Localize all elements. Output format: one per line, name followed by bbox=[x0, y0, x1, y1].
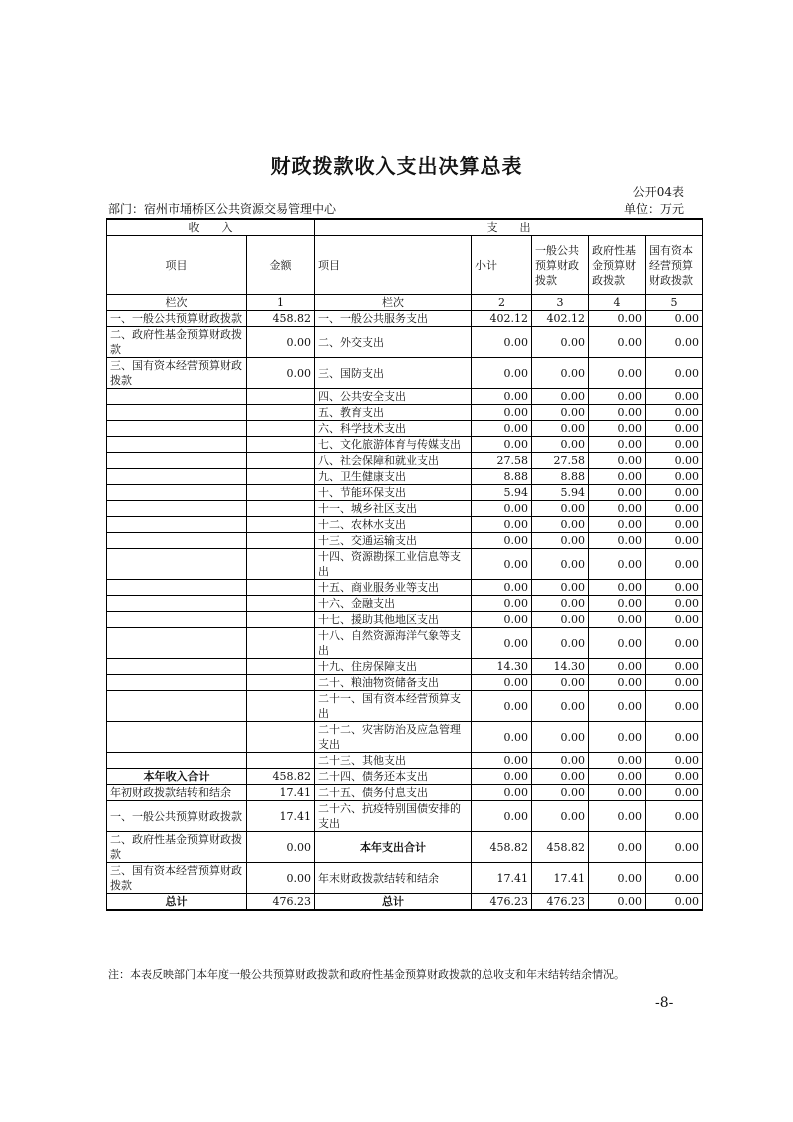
state-capital: 0.00 bbox=[646, 358, 703, 389]
fund-budget: 0.00 bbox=[589, 533, 646, 549]
table-row bbox=[107, 785, 703, 801]
state-capital: 0.00 bbox=[646, 769, 703, 785]
general-budget: 0.00 bbox=[532, 517, 589, 533]
general-budget: 0.00 bbox=[532, 405, 589, 421]
table-row bbox=[107, 517, 703, 533]
col-index-3: 3 bbox=[532, 295, 589, 311]
expense-item: 二十六、抗疫特别国债安排的支出 bbox=[315, 801, 472, 832]
expense-header: 支 出 bbox=[315, 219, 703, 236]
fund-budget: 0.00 bbox=[589, 691, 646, 722]
general-budget: 0.00 bbox=[532, 675, 589, 691]
table-row bbox=[107, 358, 703, 389]
subtotal: 0.00 bbox=[472, 596, 532, 612]
expense-item: 十七、援助其他地区支出 bbox=[315, 612, 472, 628]
table-row bbox=[107, 659, 703, 675]
fund-budget: 0.00 bbox=[589, 501, 646, 517]
subtotal: 8.88 bbox=[472, 469, 532, 485]
income-item bbox=[107, 580, 247, 596]
income-item bbox=[107, 612, 247, 628]
fund-budget: 0.00 bbox=[589, 469, 646, 485]
income-item bbox=[107, 405, 247, 421]
table-row bbox=[107, 801, 703, 832]
table-row bbox=[107, 691, 703, 722]
income-amount bbox=[247, 691, 315, 722]
income-amount bbox=[247, 596, 315, 612]
general-budget: 0.00 bbox=[532, 580, 589, 596]
income-item: 二、政府性基金预算财政拨款 bbox=[107, 832, 247, 863]
table-row bbox=[107, 501, 703, 517]
general-budget: 0.00 bbox=[532, 421, 589, 437]
form-number: 公开04表 bbox=[632, 185, 684, 199]
state-capital: 0.00 bbox=[646, 596, 703, 612]
general-budget: 402.12 bbox=[532, 311, 589, 327]
income-item: 一、一般公共预算财政拨款 bbox=[107, 801, 247, 832]
income-amount: 458.82 bbox=[247, 769, 315, 785]
income-item bbox=[107, 501, 247, 517]
table-row bbox=[107, 753, 703, 769]
subtotal: 0.00 bbox=[472, 785, 532, 801]
fund-budget: 0.00 bbox=[589, 863, 646, 894]
state-capital: 0.00 bbox=[646, 753, 703, 769]
income-item bbox=[107, 437, 247, 453]
fund-budget: 0.00 bbox=[589, 659, 646, 675]
col-index-2: 2 bbox=[472, 295, 532, 311]
expense-item: 二十三、其他支出 bbox=[315, 753, 472, 769]
col-income-item: 项目 bbox=[107, 236, 247, 295]
fund-budget: 0.00 bbox=[589, 437, 646, 453]
income-item: 三、国有资本经营预算财政拨款 bbox=[107, 863, 247, 894]
expense-item: 八、社会保障和就业支出 bbox=[315, 453, 472, 469]
col-state-capital: 国有资本经营预算财政拨款 bbox=[646, 236, 703, 295]
col-expense-item: 项目 bbox=[315, 236, 472, 295]
fund-budget: 0.00 bbox=[589, 405, 646, 421]
expense-item: 二十一、国有资本经营预算支出 bbox=[315, 691, 472, 722]
subtotal: 17.41 bbox=[472, 863, 532, 894]
page-number: -8- bbox=[655, 995, 674, 1011]
col-subtotal: 小计 bbox=[472, 236, 532, 295]
fund-budget: 0.00 bbox=[589, 327, 646, 358]
table-row bbox=[107, 533, 703, 549]
table-row bbox=[107, 722, 703, 753]
general-budget: 8.88 bbox=[532, 469, 589, 485]
general-budget: 0.00 bbox=[532, 533, 589, 549]
state-capital: 0.00 bbox=[646, 832, 703, 863]
subtotal: 476.23 bbox=[472, 894, 532, 911]
fund-budget: 0.00 bbox=[589, 580, 646, 596]
subtotal: 0.00 bbox=[472, 753, 532, 769]
income-item bbox=[107, 691, 247, 722]
general-budget: 17.41 bbox=[532, 863, 589, 894]
general-budget: 458.82 bbox=[532, 832, 589, 863]
state-capital: 0.00 bbox=[646, 628, 703, 659]
general-budget: 0.00 bbox=[532, 628, 589, 659]
fund-budget: 0.00 bbox=[589, 453, 646, 469]
income-amount bbox=[247, 453, 315, 469]
expense-item: 六、科学技术支出 bbox=[315, 421, 472, 437]
state-capital: 0.00 bbox=[646, 533, 703, 549]
state-capital: 0.00 bbox=[646, 421, 703, 437]
income-item bbox=[107, 628, 247, 659]
state-capital: 0.00 bbox=[646, 389, 703, 405]
state-capital: 0.00 bbox=[646, 405, 703, 421]
expense-item: 十三、交通运输支出 bbox=[315, 533, 472, 549]
subtotal: 0.00 bbox=[472, 501, 532, 517]
income-item bbox=[107, 469, 247, 485]
fund-budget: 0.00 bbox=[589, 628, 646, 659]
state-capital: 0.00 bbox=[646, 801, 703, 832]
subtotal: 0.00 bbox=[472, 421, 532, 437]
department-label: 部门：宿州市埇桥区公共资源交易管理中心 bbox=[108, 202, 337, 216]
unit-label: 单位：万元 bbox=[623, 202, 684, 216]
expense-item: 十四、资源勘探工业信息等支出 bbox=[315, 549, 472, 580]
income-amount bbox=[247, 612, 315, 628]
state-capital: 0.00 bbox=[646, 691, 703, 722]
fund-budget: 0.00 bbox=[589, 358, 646, 389]
expense-item: 九、卫生健康支出 bbox=[315, 469, 472, 485]
expense-item: 十六、金融支出 bbox=[315, 596, 472, 612]
income-amount bbox=[247, 405, 315, 421]
table-row bbox=[107, 549, 703, 580]
expense-item: 十八、自然资源海洋气象等支出 bbox=[315, 628, 472, 659]
income-header: 收 入 bbox=[107, 219, 315, 236]
row-label: 栏次 bbox=[107, 295, 247, 311]
general-budget: 5.94 bbox=[532, 485, 589, 501]
subtotal: 5.94 bbox=[472, 485, 532, 501]
expense-item: 四、公共安全支出 bbox=[315, 389, 472, 405]
subtotal: 14.30 bbox=[472, 659, 532, 675]
income-item bbox=[107, 389, 247, 405]
expense-item: 十九、住房保障支出 bbox=[315, 659, 472, 675]
header-row-columns bbox=[107, 236, 703, 295]
table-title: 财政拨款收入支出决算总表 bbox=[270, 154, 523, 178]
fund-budget: 0.00 bbox=[589, 612, 646, 628]
income-item: 三、国有资本经营预算财政拨款 bbox=[107, 358, 247, 389]
subtotal: 0.00 bbox=[472, 533, 532, 549]
state-capital: 0.00 bbox=[646, 722, 703, 753]
income-item bbox=[107, 421, 247, 437]
footnote: 注：本表反映部门本年度一般公共预算财政拨款和政府性基金预算财政拨款的总收支和年末结转结余情况。 bbox=[108, 968, 625, 981]
state-capital: 0.00 bbox=[646, 485, 703, 501]
state-capital: 0.00 bbox=[646, 863, 703, 894]
income-amount: 458.82 bbox=[247, 311, 315, 327]
income-amount: 0.00 bbox=[247, 327, 315, 358]
subtotal: 0.00 bbox=[472, 769, 532, 785]
table-row bbox=[107, 628, 703, 659]
subtotal: 0.00 bbox=[472, 437, 532, 453]
fund-budget: 0.00 bbox=[589, 311, 646, 327]
income-item bbox=[107, 517, 247, 533]
fund-budget: 0.00 bbox=[589, 421, 646, 437]
income-item: 二、政府性基金预算财政拨款 bbox=[107, 327, 247, 358]
general-budget: 0.00 bbox=[532, 549, 589, 580]
state-capital: 0.00 bbox=[646, 311, 703, 327]
subtotal: 458.82 bbox=[472, 832, 532, 863]
subtotal: 0.00 bbox=[472, 405, 532, 421]
subtotal: 0.00 bbox=[472, 722, 532, 753]
income-amount bbox=[247, 580, 315, 596]
general-budget: 0.00 bbox=[532, 753, 589, 769]
state-capital: 0.00 bbox=[646, 517, 703, 533]
expense-item: 二十二、灾害防治及应急管理支出 bbox=[315, 722, 472, 753]
fund-budget: 0.00 bbox=[589, 596, 646, 612]
income-amount: 17.41 bbox=[247, 785, 315, 801]
col-income-amount: 金额 bbox=[247, 236, 315, 295]
col-fund-budget: 政府性基金预算财政拨款 bbox=[589, 236, 646, 295]
expense-item: 二十四、债务还本支出 bbox=[315, 769, 472, 785]
state-capital: 0.00 bbox=[646, 580, 703, 596]
table-row bbox=[107, 675, 703, 691]
subtotal: 0.00 bbox=[472, 675, 532, 691]
general-budget: 0.00 bbox=[532, 801, 589, 832]
general-budget: 476.23 bbox=[532, 894, 589, 911]
expense-item: 一、一般公共服务支出 bbox=[315, 311, 472, 327]
expense-item: 二十、粮油物资储备支出 bbox=[315, 675, 472, 691]
table-row bbox=[107, 421, 703, 437]
general-budget: 0.00 bbox=[532, 612, 589, 628]
table-row bbox=[107, 437, 703, 453]
general-budget: 0.00 bbox=[532, 327, 589, 358]
table-row bbox=[107, 469, 703, 485]
expense-item: 十二、农林水支出 bbox=[315, 517, 472, 533]
general-budget: 0.00 bbox=[532, 596, 589, 612]
state-capital: 0.00 bbox=[646, 469, 703, 485]
income-item: 年初财政拨款结转和结余 bbox=[107, 785, 247, 801]
income-amount bbox=[247, 421, 315, 437]
state-capital: 0.00 bbox=[646, 785, 703, 801]
income-amount: 0.00 bbox=[247, 358, 315, 389]
state-capital: 0.00 bbox=[646, 659, 703, 675]
state-capital: 0.00 bbox=[646, 327, 703, 358]
income-amount bbox=[247, 628, 315, 659]
table-row bbox=[107, 612, 703, 628]
header-row-index bbox=[107, 295, 703, 311]
income-item: 总计 bbox=[107, 894, 247, 911]
budget-table bbox=[106, 218, 703, 911]
fund-budget: 0.00 bbox=[589, 753, 646, 769]
general-budget: 0.00 bbox=[532, 437, 589, 453]
fund-budget: 0.00 bbox=[589, 785, 646, 801]
fund-budget: 0.00 bbox=[589, 769, 646, 785]
income-amount bbox=[247, 753, 315, 769]
table-row bbox=[107, 863, 703, 894]
general-budget: 0.00 bbox=[532, 691, 589, 722]
table-row bbox=[107, 453, 703, 469]
table-row bbox=[107, 596, 703, 612]
expense-item: 年末财政拨款结转和结余 bbox=[315, 863, 472, 894]
table-row bbox=[107, 311, 703, 327]
fund-budget: 0.00 bbox=[589, 517, 646, 533]
fund-budget: 0.00 bbox=[589, 389, 646, 405]
income-item bbox=[107, 659, 247, 675]
income-amount bbox=[247, 659, 315, 675]
state-capital: 0.00 bbox=[646, 675, 703, 691]
fund-budget: 0.00 bbox=[589, 801, 646, 832]
income-amount bbox=[247, 501, 315, 517]
income-item bbox=[107, 549, 247, 580]
general-budget: 0.00 bbox=[532, 389, 589, 405]
general-budget: 0.00 bbox=[532, 722, 589, 753]
state-capital: 0.00 bbox=[646, 894, 703, 911]
expense-item: 总计 bbox=[315, 894, 472, 911]
general-budget: 0.00 bbox=[532, 769, 589, 785]
income-item bbox=[107, 453, 247, 469]
expense-item: 五、教育支出 bbox=[315, 405, 472, 421]
income-amount bbox=[247, 533, 315, 549]
table-row bbox=[107, 894, 703, 911]
income-amount bbox=[247, 389, 315, 405]
income-amount bbox=[247, 485, 315, 501]
expense-item: 十、节能环保支出 bbox=[315, 485, 472, 501]
general-budget: 14.30 bbox=[532, 659, 589, 675]
general-budget: 0.00 bbox=[532, 501, 589, 517]
income-item bbox=[107, 533, 247, 549]
income-amount bbox=[247, 675, 315, 691]
income-amount bbox=[247, 722, 315, 753]
table-row bbox=[107, 389, 703, 405]
col-index-4: 4 bbox=[589, 295, 646, 311]
state-capital: 0.00 bbox=[646, 612, 703, 628]
income-item bbox=[107, 753, 247, 769]
expense-item: 二、外交支出 bbox=[315, 327, 472, 358]
income-amount: 0.00 bbox=[247, 832, 315, 863]
fund-budget: 0.00 bbox=[589, 485, 646, 501]
subtotal: 27.58 bbox=[472, 453, 532, 469]
table-row bbox=[107, 485, 703, 501]
state-capital: 0.00 bbox=[646, 453, 703, 469]
fund-budget: 0.00 bbox=[589, 549, 646, 580]
state-capital: 0.00 bbox=[646, 437, 703, 453]
income-amount: 17.41 bbox=[247, 801, 315, 832]
fund-budget: 0.00 bbox=[589, 894, 646, 911]
income-item: 本年收入合计 bbox=[107, 769, 247, 785]
income-amount: 476.23 bbox=[247, 894, 315, 911]
table-row bbox=[107, 405, 703, 421]
fund-budget: 0.00 bbox=[589, 722, 646, 753]
table-row bbox=[107, 580, 703, 596]
income-amount bbox=[247, 517, 315, 533]
col-general-budget: 一般公共预算财政拨款 bbox=[532, 236, 589, 295]
income-amount bbox=[247, 437, 315, 453]
subtotal: 0.00 bbox=[472, 327, 532, 358]
row-label-2: 栏次 bbox=[315, 295, 472, 311]
subtotal: 0.00 bbox=[472, 612, 532, 628]
general-budget: 0.00 bbox=[532, 358, 589, 389]
subtotal: 402.12 bbox=[472, 311, 532, 327]
income-amount bbox=[247, 469, 315, 485]
subtotal: 0.00 bbox=[472, 389, 532, 405]
table-row bbox=[107, 832, 703, 863]
income-amount: 0.00 bbox=[247, 863, 315, 894]
income-item: 一、一般公共预算财政拨款 bbox=[107, 311, 247, 327]
fund-budget: 0.00 bbox=[589, 675, 646, 691]
expense-item: 七、文化旅游体育与传媒支出 bbox=[315, 437, 472, 453]
expense-item: 三、国防支出 bbox=[315, 358, 472, 389]
subtotal: 0.00 bbox=[472, 549, 532, 580]
fund-budget: 0.00 bbox=[589, 832, 646, 863]
header-row-groups bbox=[107, 219, 703, 236]
table-row bbox=[107, 327, 703, 358]
state-capital: 0.00 bbox=[646, 501, 703, 517]
subtotal: 0.00 bbox=[472, 801, 532, 832]
income-item bbox=[107, 596, 247, 612]
subtotal: 0.00 bbox=[472, 580, 532, 596]
table-row bbox=[107, 769, 703, 785]
income-amount bbox=[247, 549, 315, 580]
subtotal: 0.00 bbox=[472, 517, 532, 533]
expense-item: 本年支出合计 bbox=[315, 832, 472, 863]
state-capital: 0.00 bbox=[646, 549, 703, 580]
general-budget: 0.00 bbox=[532, 785, 589, 801]
col-index-1: 1 bbox=[247, 295, 315, 311]
general-budget: 27.58 bbox=[532, 453, 589, 469]
col-index-5: 5 bbox=[646, 295, 703, 311]
subtotal: 0.00 bbox=[472, 358, 532, 389]
income-item bbox=[107, 722, 247, 753]
subtotal: 0.00 bbox=[472, 628, 532, 659]
income-item bbox=[107, 485, 247, 501]
expense-item: 十一、城乡社区支出 bbox=[315, 501, 472, 517]
expense-item: 十五、商业服务业等支出 bbox=[315, 580, 472, 596]
expense-item: 二十五、债务付息支出 bbox=[315, 785, 472, 801]
income-item bbox=[107, 675, 247, 691]
subtotal: 0.00 bbox=[472, 691, 532, 722]
